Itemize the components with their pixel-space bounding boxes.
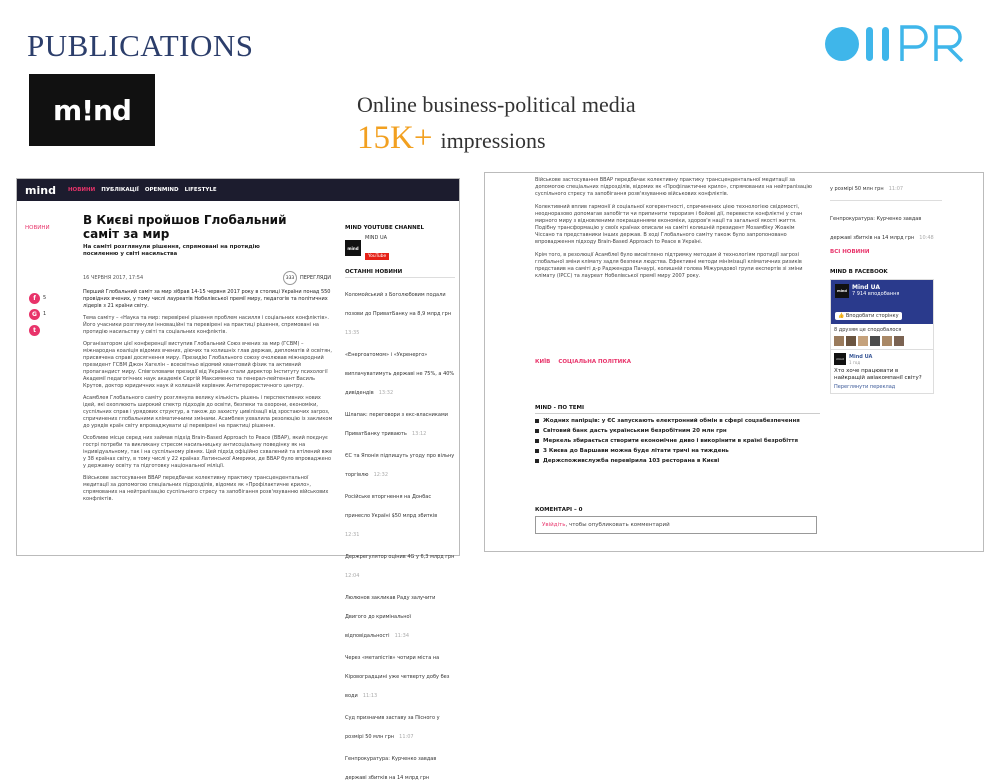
impressions-label: impressions: [440, 128, 546, 153]
latest-news-title: ОСТАННІ НОВИНИ: [345, 269, 455, 278]
latest-news-item[interactable]: Держрегулятор оцінив 4G у 6,3 млрд грн 12:04: [345, 554, 455, 579]
comment-login-box[interactable]: [535, 516, 817, 534]
post-author[interactable]: Mind UA: [849, 353, 873, 360]
latest-news-item[interactable]: Через «метапістів» чотири міста на Кіровоградщині уже четверту добу без води 11:13: [345, 655, 450, 699]
latest-news-item[interactable]: Російське вторгнення на Донбас принесло Україні $50 млрд збитків 12:31: [345, 494, 438, 538]
site-nav: [17, 179, 459, 201]
related-item[interactable]: З Києва до Варшави можна буде літати тричі на тиждень: [535, 447, 820, 455]
mind-logo: m!nd: [29, 74, 155, 146]
related-item[interactable]: Жодних папірців: у ЄС запускають електронний обмін в сфері соцзабезпечення: [535, 417, 820, 425]
latest-news-item[interactable]: Люлюнов закликав Раду залучити Двигого до кримінальної відповідальності 11:34: [345, 595, 436, 639]
latest-news-item[interactable]: у розмірі 50 млн грн 11:07: [830, 186, 904, 192]
tag-kyiv[interactable]: КИЇВ: [535, 359, 551, 365]
latest-news-list: [345, 281, 455, 783]
share-buttons: [29, 293, 46, 336]
post-avatar: mind: [834, 353, 846, 365]
facebook-likes: 7 914 вподобання: [852, 291, 900, 297]
article-body: [83, 289, 335, 503]
friend-avatar: [870, 336, 880, 346]
nav-item-news[interactable]: НОВИНИ: [67, 187, 96, 193]
twitter-share-icon[interactable]: t: [29, 325, 40, 336]
views-label: ПЕРЕГЛЯДИ: [300, 274, 332, 281]
facebook-page-name[interactable]: Mind UA: [852, 284, 881, 291]
latest-news-item[interactable]: ЄС та Японія підпишуть угоду про вільну торгівлю 12:32: [345, 453, 455, 478]
channel-name: MIND UA: [365, 235, 388, 241]
article-headline: В Києві пройшов Глобальний саміт за мир: [83, 213, 287, 241]
latest-news-item[interactable]: Суд призначив заставу за Пісного у розмірі 50 млн грн 11:07: [345, 715, 440, 740]
facebook-cover: [831, 280, 933, 324]
post-time: 1 год: [849, 359, 861, 365]
nav-item-openmind[interactable]: OPENMIND: [144, 187, 179, 193]
sidebar: [345, 225, 455, 783]
facebook-widget: [830, 279, 934, 394]
page-avatar: mind: [835, 284, 849, 298]
views-count: 333: [283, 271, 297, 285]
article-paragraph: Військове застосування BBAP передбачає колективну практику трансцендентальної медитації за допомогою спеціальних підрозділів, відомих як «Профілактичне крило», спрямованих на нейтралізацію суспільного стресу та запобігання розв'язуванню військових конфліктів.: [83, 475, 329, 502]
article-paragraph: Тема саміту – «Наука та мир: перевірені рішення проблем насилля і соціальних конфліктів». Його учасники розглянули інноваційні та перевірені на практиці рішення, спрямовані на протидію насильству у світі та соціальних конфліктів.: [83, 315, 329, 335]
friend-avatar: [846, 336, 856, 346]
article-screenshot-right: [484, 172, 984, 552]
friend-avatars: [834, 336, 930, 346]
youtube-subscribe-button[interactable]: YouTube: [365, 253, 389, 260]
facebook-share-count: 5: [43, 295, 47, 301]
article-category[interactable]: НОВИНИ: [25, 225, 50, 231]
related-news: [535, 405, 820, 465]
article-paragraph: Організатором цієї конференції виступив Глобальний Союз вчених за мир (ГСВМ) – міжнародна коаліція відомих вчених, діючих та колишніх глав держав, дипломатів й освітян, присвячена справі досягнення миру. Президію Глобального союзу очолював міжнародний президент ГСВМ Джон Хагелін – всесвітньо відомий квантовий фізик та активний пропагандист миру. Співголовами президії від України стали директор Інституту психології Академії педагогічних наук академік Сергій Максименко та генерал-лейтенант Василь Крутов, доктор юридичних наук й колишній керівник Антитерористичного центру.: [83, 341, 332, 389]
latest-news-item[interactable]: Шлапак: переговори з екс-власниками ПриватБанку тривають 13:12: [345, 412, 449, 437]
article-paragraph: Особливе місце серед них займав підхід Brain-Based Approach to Peace (BBAP), який поєднує гострі потреби та викликану стресом насильницьку антисоціальну поведінку як на індивідуальному, так і на суспільному рівнях. Цей підхід офіційно схвалений та втілений вже у 38 країнах світу, в тому числі у 22 країнах Латинської Америки, де BBAP було впроваджено у державну освіту та підготовку національної міліції.: [83, 435, 333, 469]
views-counter: [283, 271, 331, 285]
article-paragraph: Крім того, в резолюції Асамблеї було висвітлено підтримку методам й технологіям протидії загрозі глобальної зміни клімату задля безпеки людства. Ефективні методи мінімізації кліматичних ризиків представив на саміті д-р Раджендра Пачаурі, колишній голова Міжурядової групи експертів зі зміни клімату (IPCC) та лауреат Нобелівської премії миру 2007 року.: [535, 252, 803, 279]
facebook-post: [831, 349, 933, 393]
comments-section: [535, 507, 817, 534]
article-paragraph: Колективний вплив гармонії й соціальної когерентності, спричинених цією технологією свідомості, неодноразово допомагав запобігти чи припинити тероризм і бойові дії, перевести конфліктні у стан мирного миру з відновленими покращеннями економіки, здоров'я нації та загальної якості життя. Подібну трансформацію у своїх країнах описали на саміті колишній президент Мозамбіку Жоакім Чіссано та представники інших держав. В ході Глобального саміту також було запропоновано впровадження підходу Brain-Based Approach to Peace в Україні.: [535, 204, 803, 245]
facebook-title: MIND В FACEBOOK: [830, 269, 888, 275]
youtube-channel: [345, 235, 455, 261]
article-paragraph: Асамблея Глобального саміту розглянула велику кількість рішень і перспективних нових ідей, які охоплюють широкий спектр підходів до освіти, безпеки та охорони, економіки, суспільних справ і урядових структур, а також до захисту цивілізації від зростаючих загроз, спричинених глобальними кліматичними змінами. Асамблея ухвалила резолюцію із закликом до урядів країн світу впроваджувати ці перевірені на практиці рішення.: [83, 395, 333, 429]
article-paragraph: Перший Глобальний саміт за мир зібрав 14-15 червня 2017 року в столиці України понад 550 провідних вчених, у тому числі лауреатів Нобелівської премії миру, педагогів та політичних лідерів з 21 країни світу.: [83, 289, 331, 309]
latest-news-item[interactable]: Коломойський з Боголюбовим подали позови до ПриватБанку на 8,9 млрд грн 13:35: [345, 292, 452, 336]
facebook-friends: [831, 324, 933, 349]
impressions: [357, 120, 546, 157]
article-date: 16 ЧЕРВНЯ 2017, 17:54: [83, 275, 144, 281]
post-text: Хто хоче працювати в найкращій авіакомпанії світу?: [834, 368, 922, 381]
ipr-logo: [822, 22, 978, 66]
facebook-share-icon[interactable]: f: [29, 293, 40, 304]
latest-news-item[interactable]: Генпрокуратура: Курченко завдав державі збитків на 14 млрд грн 10:48: [830, 200, 942, 243]
related-title: MIND - ПО ТЕМІ: [535, 405, 820, 414]
nav-item-lifestyle[interactable]: LIFESTYLE: [184, 187, 217, 193]
article-paragraph: Військове застосування BBAP передбачає колективну практику трансцендентальної медитації за допомогою спеціальних підрозділів, відомих як «Профілактичне крило», спрямованих на нейтралізацію суспільного стресу та запобігання розв'язуванню військових конфліктів.: [535, 177, 812, 197]
thumbs-up-icon: 👍: [838, 313, 845, 319]
comment-login-link[interactable]: Увійдіть: [542, 522, 566, 528]
nav-item-publications[interactable]: ПУБЛІКАЦІЇ: [101, 187, 139, 193]
comment-login-text: , чтобы опубликовать комментарий: [565, 522, 670, 528]
all-news-link[interactable]: ВСІ НОВИНИ: [830, 249, 870, 255]
google-share-icon[interactable]: G: [29, 309, 40, 320]
sidebar: [830, 175, 942, 394]
related-item[interactable]: Держспоживслужба перевірила 103 ресторана в Києві: [535, 457, 820, 465]
latest-news-item[interactable]: Генпрокуратура: Курченко завдав державі збитків на 14 млрд грн: [345, 756, 437, 781]
impressions-value: 15K+: [357, 120, 433, 156]
tag-social-policy[interactable]: СОЦІАЛЬНА ПОЛІТИКА: [558, 359, 631, 365]
related-item[interactable]: Світовий банк дасть українським безробітним 20 млн грн: [535, 427, 820, 435]
related-item[interactable]: Меркель збирається створити економічне диво і викорінити в країні безробіття: [535, 437, 820, 445]
friend-avatar: [882, 336, 892, 346]
facebook-like-button[interactable]: 👍 Вподобати сторінку: [835, 312, 902, 320]
friend-avatar: [894, 336, 904, 346]
latest-news-item[interactable]: «Енергоатомом» і «Укренерго» виплачуватимуть державі не 75%, а 40% дивідендів 13:32: [345, 352, 455, 396]
post-translate-link[interactable]: Переглянути переклад: [834, 384, 896, 390]
page-title: PUBLICATIONS: [27, 28, 254, 63]
comments-title: КОМЕНТАРІ – 0: [535, 507, 583, 513]
friend-avatar: [834, 336, 844, 346]
channel-avatar: mind: [345, 240, 361, 256]
article-screenshot-left: [16, 178, 460, 781]
facebook-friends-text: 8 друзям це сподобалося: [834, 327, 902, 333]
article-subheadline: На саміті розглянули рішення, спрямовані на протидію посиленню у світі насильства: [83, 244, 260, 257]
media-description: Online business-political media: [357, 92, 636, 117]
article-tags: [535, 359, 631, 365]
friend-avatar: [858, 336, 868, 346]
site-brand[interactable]: mind: [25, 183, 56, 197]
article-body-continued: [535, 177, 813, 280]
youtube-title: MIND YOUTUBE CHANNEL: [345, 225, 424, 231]
google-share-count: 1: [43, 311, 47, 317]
